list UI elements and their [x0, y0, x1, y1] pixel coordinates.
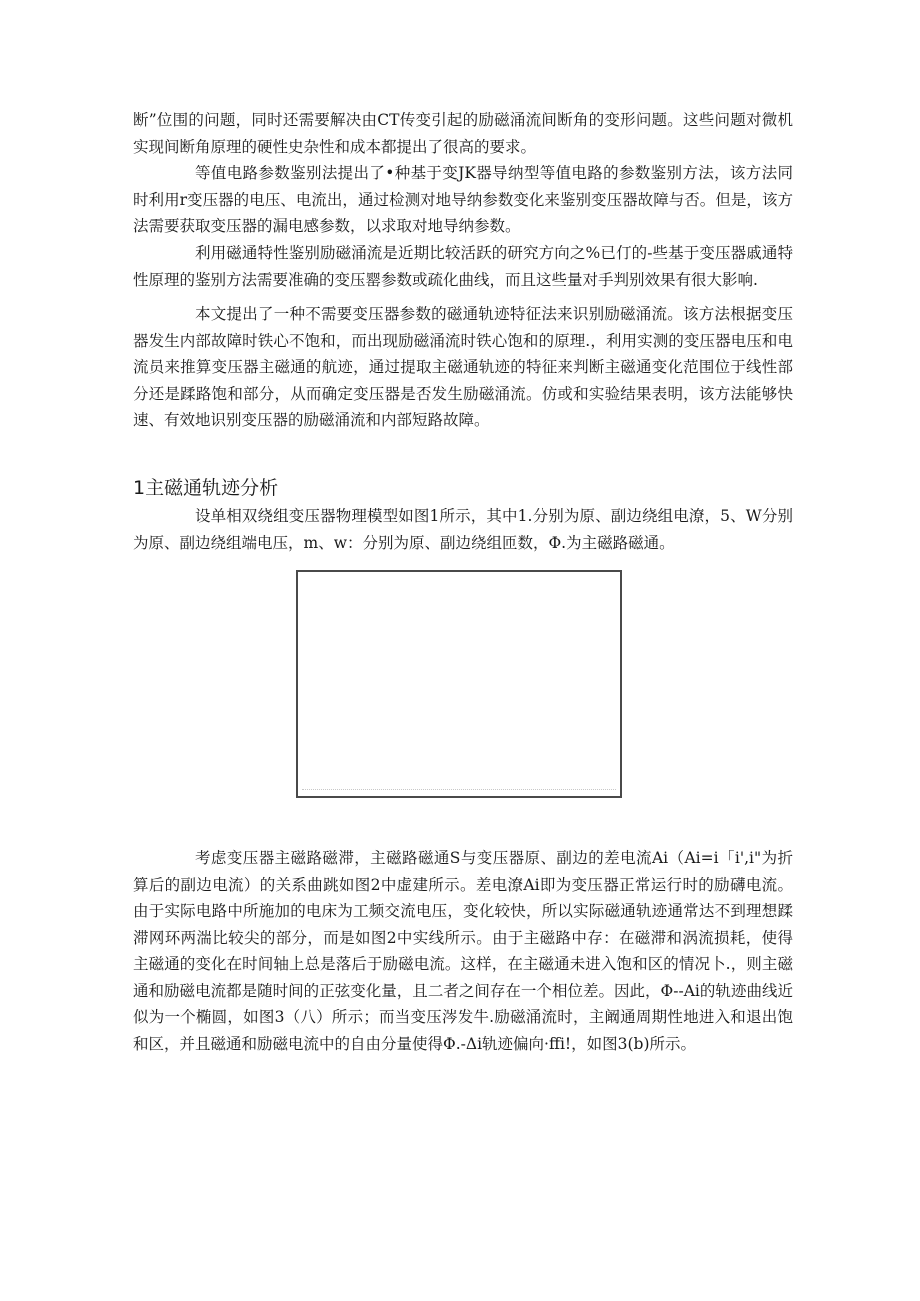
paragraph-transformer-model: 设单相双绕组变压器物理模型如图1所示，其中1.分别为原、副边绕组电潦，5、W分别为原、副边绕组端电压，m、w：分别为原、副边绕组匝数，Φ.为主磁路磁通。	[133, 507, 793, 552]
figure-1-placeholder	[296, 570, 622, 798]
paragraph-proposed-method: 本文提出了一种不需要变压器参数的磁通轨迹特征法来识别励磁涌流。该方法根据变压器发生内部故障时铁心不饱和，而出现励磁涌流时铁心饱和的原理.，利用实测的变压器电压和电流员来推算变压器主磁通的航迹，通过提取主磁通轨迹的特征来判断主磁通变化范围位于线性部分还是蹂路饱和部分，从而确定变压器是否发生励磁涌流。仿或和实验结果表明，该方法能够快速、有效地识别变压器的励磁涌流和内部短路故障。	[133, 305, 793, 429]
paragraph-flux-characteristic-method: 利用磁通特性鉴别励磁涌流是近期比较活跃的研究方向之%已仃的-些基于变压器戚通特性原理的鉴别方法需要准确的变压罂参数或疏化曲线，而且这些量对手判别效果有很大影响.	[133, 244, 793, 289]
section-heading: 1主磁通轨迹分析	[133, 477, 279, 499]
figure-bottom-rule	[302, 789, 616, 790]
paragraph-continuation-interruption-angle: 断”位围的问题，同时还需要解决由CT传变引起的励磁涌流间断角的变形问题。这些问题对微机实现间断角原理的硬性史杂性和成本都提出了很高的要求。	[133, 111, 793, 156]
paragraph-equivalent-circuit-method: 等值电路参数鉴别法提出了•种基于变JK器导纳型等值电路的参数鉴别方法，该方法同时利用r变压器的电压、电流出，通过检测对地导纳参数变化来鉴别变压器故障与否。但是，该方法需要获取变压器的漏电感参数，以求取对地导纳参数。	[133, 164, 793, 235]
paragraph-hysteresis-analysis: 考虑变压器主磁路磁滞，主磁路磁通S与变压器原、副边的差电流Ai（Ai=i「i',i"为折算后的副边电流）的关系曲跳如图2中虚建所示。差电潦Ai即为变压器正常运行时的励礴电流。由于实际电路中所施加的电床为工频交流电压，变化较快，所以实际磁通轨迹通常达不到理想蹂滞网环两湍比较尖的部分，而是如图2中实线所示。由于主磁路中存：在磁滞和涡流损耗，使得主磁通的变化在时间轴上总是落后于励磁电流。这样，在主磁通未进入饱和区的情况卜.，则主磁通和励磁电流都是随时间的正弦变化量，且二者之间存在一个相位差。因此，Φ--Ai的轨迹曲线近似为一个椭圆，如图3（八）所示；而当变压涔发牛.励磁涌流时，主阚通周期性地进入和退出饱和区，并且磁通和励磁电流中的自由分量使得Φ.-Δi轨迹偏向·ffi!，如图3(b)所示。	[133, 849, 793, 1053]
